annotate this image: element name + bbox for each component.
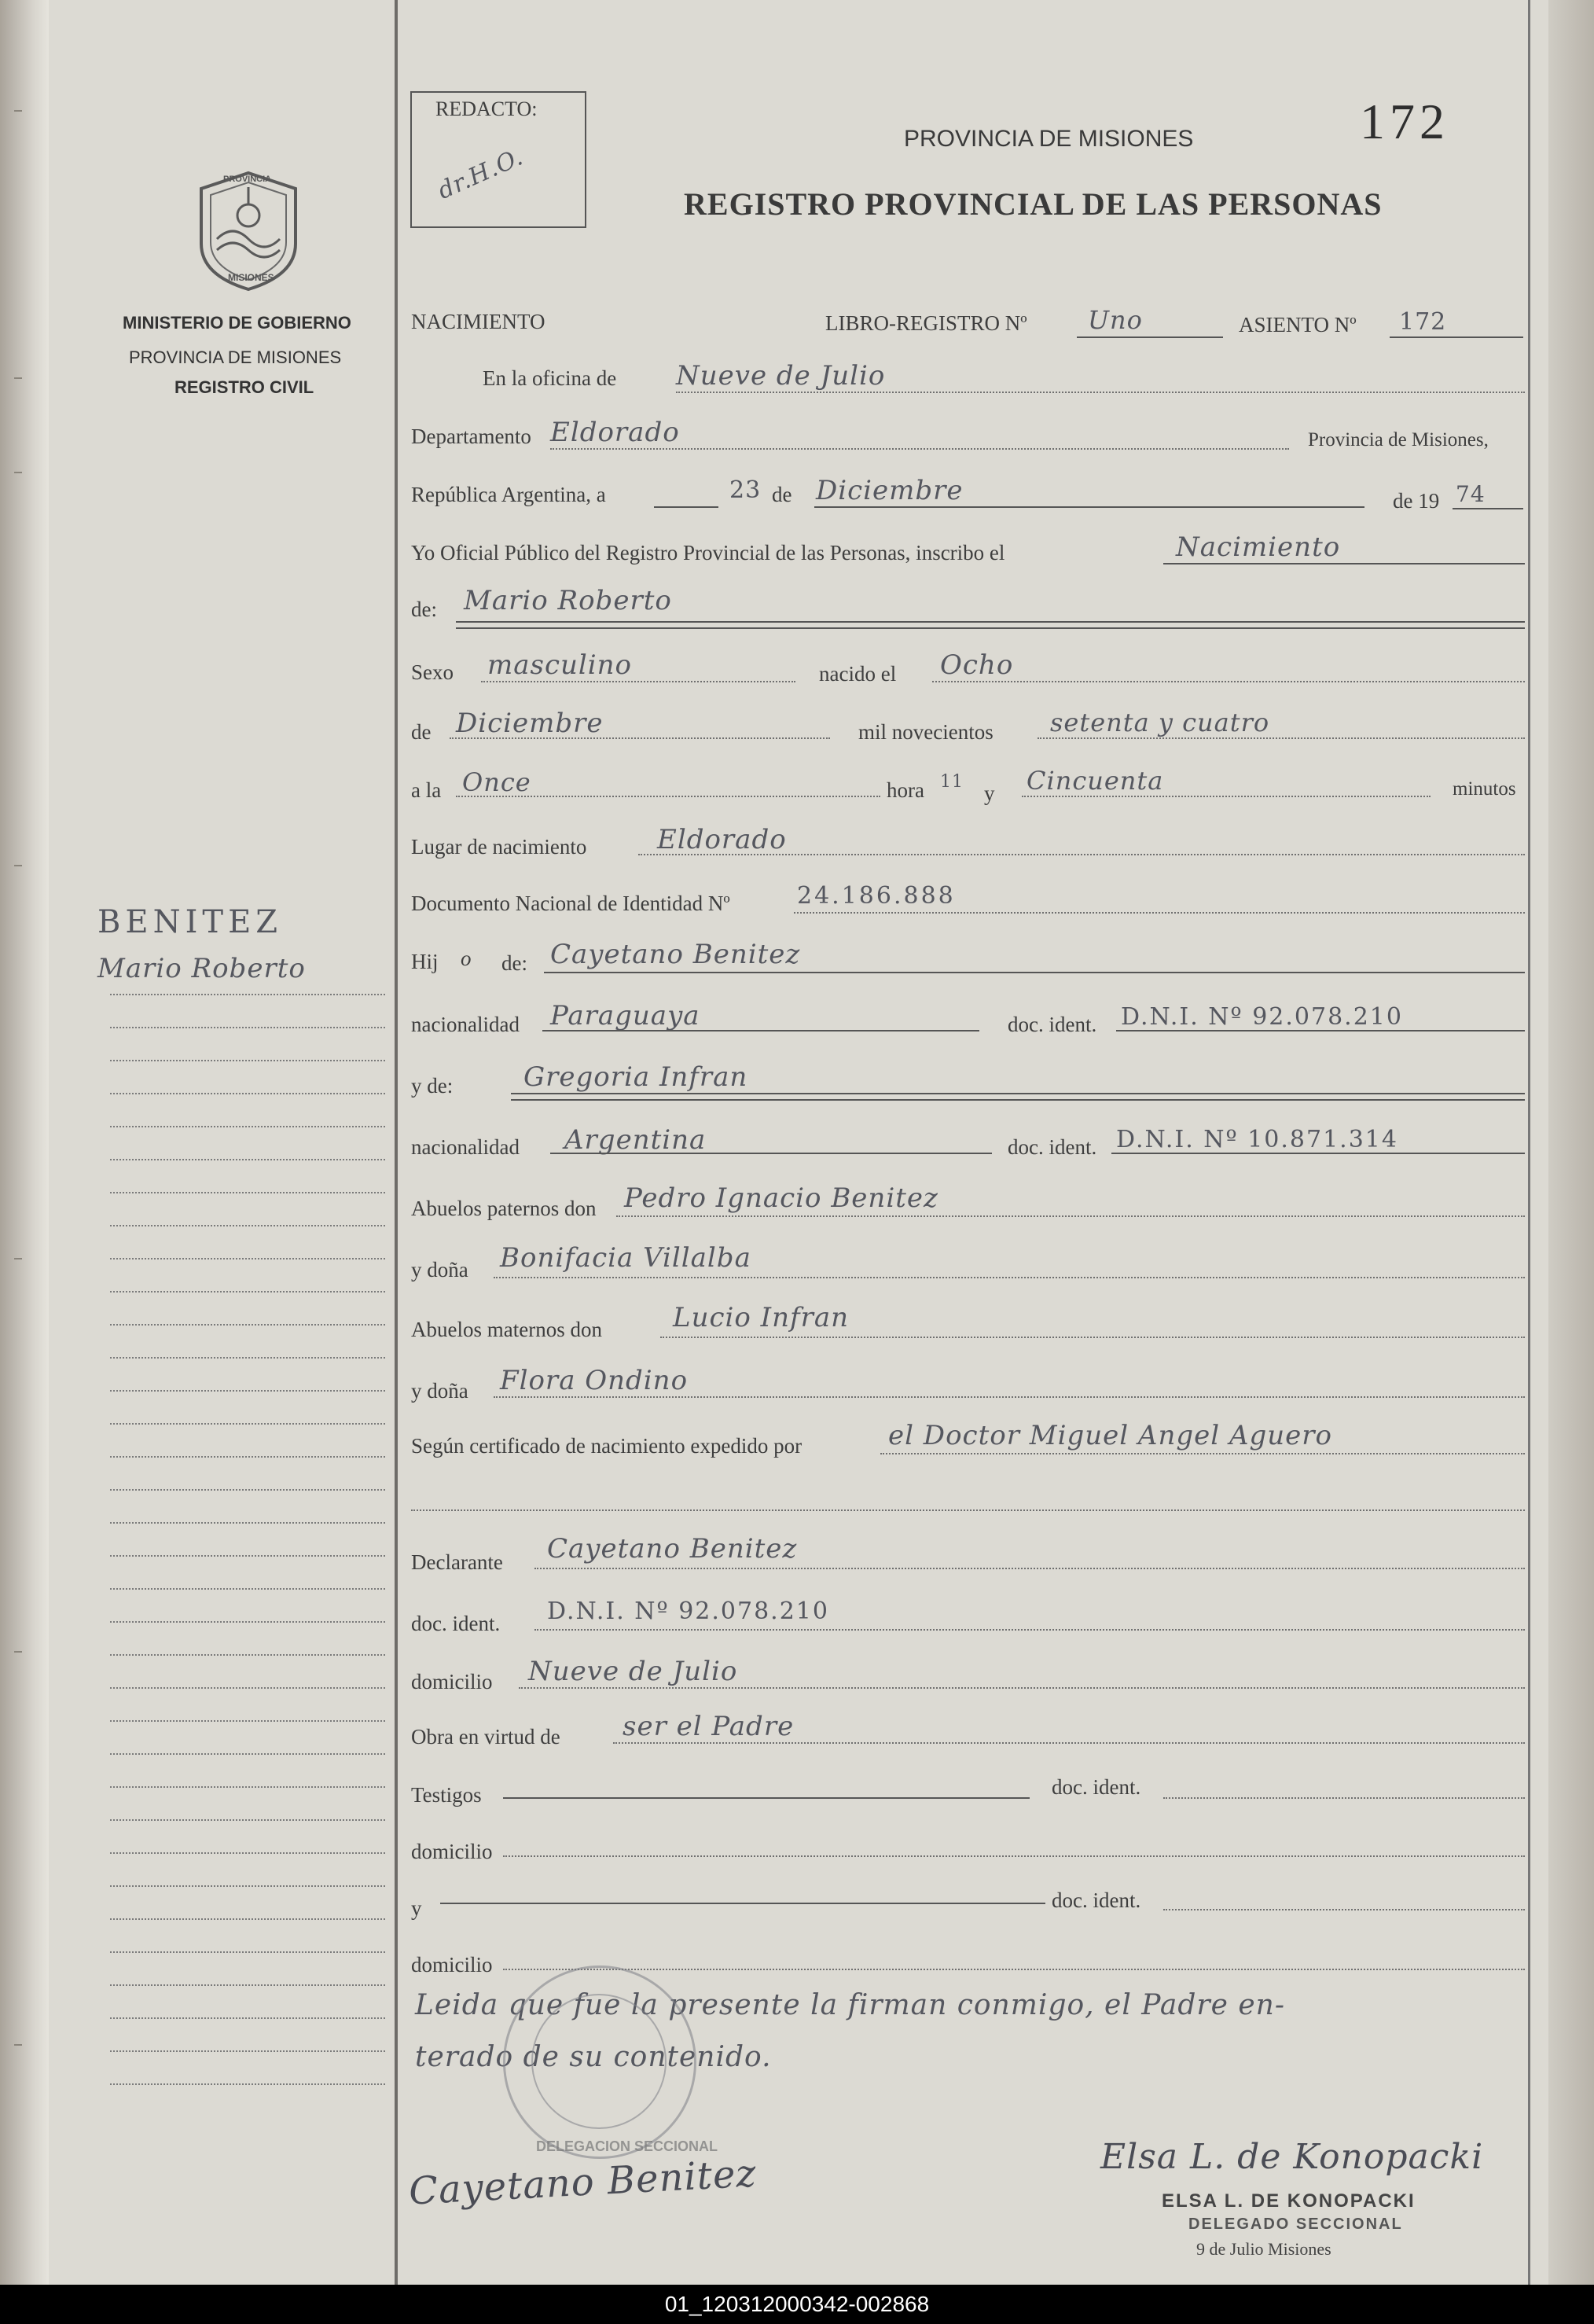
libro-line bbox=[1077, 336, 1223, 338]
nacido-value: Ocho bbox=[940, 649, 1014, 681]
minutos-label: minutos bbox=[1453, 778, 1516, 800]
lugar-value: Eldorado bbox=[657, 824, 787, 855]
asiento-line bbox=[1390, 336, 1523, 338]
margin-mark bbox=[14, 377, 22, 379]
dni-label: Documento Nacional de Identidad Nº bbox=[411, 892, 730, 915]
margin-rule bbox=[110, 1159, 385, 1160]
domicilio-label: domicilio bbox=[411, 1670, 493, 1693]
anio-nacimiento-value: setenta y cuatro bbox=[1050, 708, 1270, 737]
nacimiento-label: NACIMIENTO bbox=[411, 310, 545, 333]
margin-rule bbox=[110, 1357, 385, 1359]
registry-title: REGISTRO PROVINCIAL DE LAS PERSONAS bbox=[684, 186, 1383, 222]
margin-rule bbox=[110, 1654, 385, 1656]
margin-rule bbox=[110, 2083, 385, 2085]
republica-label: República Argentina, a bbox=[411, 483, 606, 506]
nacionalidad-madre-value: Argentina bbox=[564, 1124, 707, 1156]
obra-line bbox=[613, 1742, 1525, 1744]
margin-rule bbox=[110, 1720, 385, 1722]
redacto-initials: dr.H.O. bbox=[433, 143, 528, 205]
nacionalidad-madre-label: nacionalidad bbox=[411, 1135, 520, 1159]
margin-rule bbox=[110, 1390, 385, 1392]
doc-declarante-value: D.N.I. Nº 92.078.210 bbox=[547, 1598, 829, 1625]
y-label: y bbox=[984, 781, 995, 805]
declarant-signature: Cayetano Benitez bbox=[407, 2151, 758, 2214]
margin-mark bbox=[14, 472, 22, 473]
redacto-label: REDACTO: bbox=[435, 97, 538, 120]
margin-rule bbox=[110, 1225, 385, 1226]
nacionalidad-padre-value: Paraguaya bbox=[550, 1000, 700, 1031]
hora-label: hora bbox=[887, 778, 924, 802]
ministry-label: MINISTERIO DE GOBIERNO bbox=[123, 313, 351, 333]
margin-rule bbox=[110, 1687, 385, 1689]
nombre-value: Mario Roberto bbox=[464, 585, 672, 616]
mil-novecientos-label: mil novecientos bbox=[858, 720, 993, 744]
abuela-materna-value: Flora Ondino bbox=[500, 1365, 689, 1396]
margin-mark bbox=[14, 110, 22, 112]
oficina-line bbox=[676, 392, 1525, 393]
margin-rule bbox=[110, 1951, 385, 1953]
anio-value: 74 bbox=[1456, 481, 1486, 507]
mes-nacimiento-value: Diciembre bbox=[456, 708, 604, 739]
seal-bottom-text: MISIONES bbox=[228, 272, 274, 283]
margin-rule bbox=[110, 1027, 385, 1028]
nacido-label: nacido el bbox=[819, 662, 897, 686]
doc-madre-value: D.N.I. Nº 10.871.314 bbox=[1116, 1126, 1398, 1153]
hora-number: 11 bbox=[940, 772, 964, 792]
asiento-label: ASIENTO Nº bbox=[1239, 313, 1357, 336]
abuela-paterna-line bbox=[494, 1277, 1525, 1278]
mes-line bbox=[814, 506, 1364, 508]
hijo-de-label: de: bbox=[501, 951, 527, 975]
page-number: 172 bbox=[1360, 94, 1449, 149]
departamento-value: Eldorado bbox=[550, 417, 680, 448]
officer-stamp-title: DELEGADO SECCIONAL bbox=[1188, 2216, 1403, 2233]
madre-line-2 bbox=[511, 1099, 1525, 1101]
obra-value: ser el Padre bbox=[623, 1711, 795, 1742]
margin-rule bbox=[110, 1456, 385, 1458]
nacionalidad-madre-line bbox=[550, 1153, 992, 1154]
sexo-label: Sexo bbox=[411, 660, 454, 684]
lugar-line bbox=[638, 854, 1525, 855]
declarante-line bbox=[534, 1568, 1525, 1569]
sexo-line bbox=[481, 681, 795, 682]
abuelo-materno-line bbox=[660, 1337, 1525, 1338]
closing-line-2: terado de su contenido. bbox=[415, 2041, 772, 2073]
nombre-line bbox=[456, 621, 1525, 623]
image-code-footer bbox=[0, 2285, 1594, 2324]
testigo2-line bbox=[440, 1903, 1045, 1904]
sexo-value: masculino bbox=[487, 649, 633, 681]
abuela-materna-line bbox=[494, 1396, 1525, 1398]
domicilio-testigo2-line bbox=[503, 1969, 1525, 1970]
margin-rule bbox=[110, 1093, 385, 1094]
margin-rule bbox=[110, 1885, 385, 1887]
de-mes-label: de bbox=[411, 720, 432, 744]
redacto-box bbox=[410, 91, 586, 228]
yo-oficial-label: Yo Oficial Público del Registro Provincial de las Personas, inscribo el bbox=[411, 541, 1005, 564]
officer-stamp-name: ELSA L. DE KONOPACKI bbox=[1162, 2190, 1416, 2212]
nacionalidad-label: nacionalidad bbox=[411, 1013, 520, 1036]
minutos-line bbox=[1022, 796, 1431, 797]
inscribo-value: Nacimiento bbox=[1176, 531, 1341, 563]
y-dona-materna-label: y doña bbox=[411, 1379, 468, 1403]
margin-rule bbox=[110, 1489, 385, 1491]
y-dona-label: y doña bbox=[411, 1258, 468, 1282]
margin-mark bbox=[14, 2044, 22, 2046]
nacido-line bbox=[932, 681, 1525, 682]
hora-line bbox=[456, 796, 880, 797]
certificado-line-2 bbox=[411, 1509, 1525, 1511]
doc-madre-line bbox=[1111, 1153, 1525, 1154]
abuelo-paterno-line bbox=[616, 1215, 1525, 1217]
de-label: de bbox=[772, 483, 792, 506]
right-border bbox=[1528, 0, 1530, 2285]
book-binding bbox=[0, 0, 49, 2285]
image-code: 01_120312000342-002868 bbox=[664, 2292, 930, 2316]
page-edge bbox=[1548, 0, 1594, 2285]
margin-rule bbox=[110, 1819, 385, 1821]
certificado-doctor-value: el Doctor Miguel Angel Aguero bbox=[888, 1420, 1332, 1451]
margin-rule bbox=[110, 1192, 385, 1193]
domicilio-testigo-label: domicilio bbox=[411, 1840, 493, 1863]
de-name-label: de: bbox=[411, 598, 437, 621]
domicilio-value: Nueve de Julio bbox=[528, 1656, 738, 1687]
seal-top-text: PROVINCIA bbox=[223, 175, 272, 184]
margin-rule bbox=[110, 1291, 385, 1293]
asiento-value: 172 bbox=[1399, 308, 1447, 336]
domicilio-testigo-line bbox=[503, 1855, 1525, 1857]
hijo-label: Hij bbox=[411, 950, 439, 973]
padre-line bbox=[544, 972, 1525, 973]
domicilio-line bbox=[519, 1687, 1525, 1689]
officer-signature: Elsa L. de Konopacki bbox=[1100, 2137, 1484, 2177]
margin-mark bbox=[14, 1651, 22, 1653]
margin-rule bbox=[110, 1423, 385, 1425]
margin-rule bbox=[110, 994, 385, 995]
nacionalidad-padre-line bbox=[542, 1030, 979, 1031]
y-de-label: y de: bbox=[411, 1074, 454, 1098]
closing-line-1: Leida que fue la presente la firman conmigo, el Padre en- bbox=[415, 1989, 1286, 2021]
abuelo-materno-value: Lucio Infran bbox=[673, 1302, 850, 1333]
margin-names: Mario Roberto bbox=[97, 953, 306, 984]
mes-value: Diciembre bbox=[816, 475, 964, 506]
anio-line bbox=[1453, 508, 1523, 509]
margin-rule bbox=[110, 1984, 385, 1986]
hora-value: Once bbox=[462, 767, 531, 797]
hijo-suffix: o bbox=[461, 947, 472, 970]
province-label: PROVINCIA DE MISIONES bbox=[129, 347, 342, 367]
doc-ident-madre-label: doc. ident. bbox=[1008, 1135, 1097, 1159]
padre-value: Cayetano Benitez bbox=[550, 939, 801, 970]
anio-nacimiento-line bbox=[1038, 737, 1525, 739]
domicilio-testigo2-label: domicilio bbox=[411, 1953, 493, 1977]
abuelos-paternos-label: Abuelos paternos don bbox=[411, 1197, 597, 1220]
de-anio-label: de 19 bbox=[1393, 489, 1440, 513]
dni-value: 24.186.888 bbox=[797, 882, 956, 910]
abuelos-maternos-label: Abuelos maternos don bbox=[411, 1318, 602, 1341]
round-stamp-inner bbox=[531, 1994, 667, 2129]
abuelo-paterno-value: Pedro Ignacio Benitez bbox=[624, 1182, 938, 1214]
margin-rule bbox=[110, 1753, 385, 1755]
testigos-label: Testigos bbox=[411, 1783, 482, 1807]
provincia-misiones-label: Provincia de Misiones, bbox=[1308, 429, 1489, 450]
margin-rule bbox=[110, 2017, 385, 2019]
declarante-label: Declarante bbox=[411, 1550, 503, 1574]
departamento-label: Departamento bbox=[411, 425, 531, 448]
madre-value: Gregoria Infran bbox=[523, 1061, 748, 1093]
oficina-value: Nueve de Julio bbox=[676, 360, 886, 392]
testigos-line bbox=[503, 1797, 1030, 1799]
margin-rule bbox=[110, 1060, 385, 1061]
margin-rule bbox=[110, 2050, 385, 2052]
doc-padre-line bbox=[1116, 1030, 1525, 1031]
province-heading: PROVINCIA DE MISIONES bbox=[904, 126, 1194, 152]
doc-ident-testigo-label: doc. ident. bbox=[1052, 1775, 1141, 1799]
abuela-paterna-value: Bonifacia Villalba bbox=[500, 1242, 751, 1274]
declarante-value: Cayetano Benitez bbox=[547, 1533, 798, 1565]
margin-rule bbox=[110, 1522, 385, 1524]
margin-surname: BENITEZ bbox=[97, 904, 283, 940]
margin-rule bbox=[110, 1126, 385, 1127]
margin-rule bbox=[110, 1258, 385, 1259]
margin-mark bbox=[14, 865, 22, 866]
doc-declarante-line bbox=[534, 1629, 1525, 1631]
registry-label: REGISTRO CIVIL bbox=[174, 377, 314, 397]
doc-ident-declarante-label: doc. ident. bbox=[411, 1612, 501, 1635]
margin-mark bbox=[14, 1258, 22, 1259]
doc-testigo-line bbox=[1163, 1797, 1525, 1799]
madre-line bbox=[511, 1093, 1525, 1094]
margin-rule bbox=[110, 1324, 385, 1326]
round-stamp-text: DELEGACION SECCIONAL bbox=[536, 2138, 718, 2154]
libro-value: Uno bbox=[1088, 305, 1143, 335]
dia-line bbox=[654, 506, 718, 508]
certificado-line bbox=[880, 1453, 1525, 1454]
oficina-label: En la oficina de bbox=[483, 366, 617, 390]
libro-label: LIBRO-REGISTRO Nº bbox=[825, 311, 1027, 335]
margin-rule bbox=[110, 1918, 385, 1920]
lugar-label: Lugar de nacimiento bbox=[411, 835, 587, 859]
doc-ident-testigo2-label: doc. ident. bbox=[1052, 1888, 1141, 1912]
obra-label: Obra en virtud de bbox=[411, 1725, 560, 1749]
minutos-value: Cincuenta bbox=[1027, 766, 1164, 796]
doc-ident-label: doc. ident. bbox=[1008, 1013, 1097, 1036]
departamento-line bbox=[550, 448, 1289, 450]
mes-nacimiento-line bbox=[450, 737, 830, 739]
a-la-label: a la bbox=[411, 778, 442, 802]
margin-rule bbox=[110, 1588, 385, 1590]
segun-certificado-label: Según certificado de nacimiento expedido por bbox=[411, 1434, 803, 1458]
left-column-divider bbox=[395, 0, 398, 2285]
y-testigo-label: y bbox=[411, 1896, 422, 1920]
dia-value: 23 bbox=[729, 476, 762, 504]
margin-rule bbox=[110, 1786, 385, 1788]
officer-stamp-place: 9 de Julio Misiones bbox=[1196, 2239, 1331, 2259]
margin-rule bbox=[110, 1555, 385, 1557]
doc-testigo2-line bbox=[1163, 1909, 1525, 1910]
dni-line bbox=[794, 912, 1525, 914]
margin-rule bbox=[110, 1621, 385, 1623]
doc-padre-value: D.N.I. Nº 92.078.210 bbox=[1121, 1003, 1403, 1031]
inscribo-line bbox=[1163, 563, 1525, 564]
nombre-line-2 bbox=[456, 627, 1525, 629]
margin-rule bbox=[110, 1852, 385, 1854]
